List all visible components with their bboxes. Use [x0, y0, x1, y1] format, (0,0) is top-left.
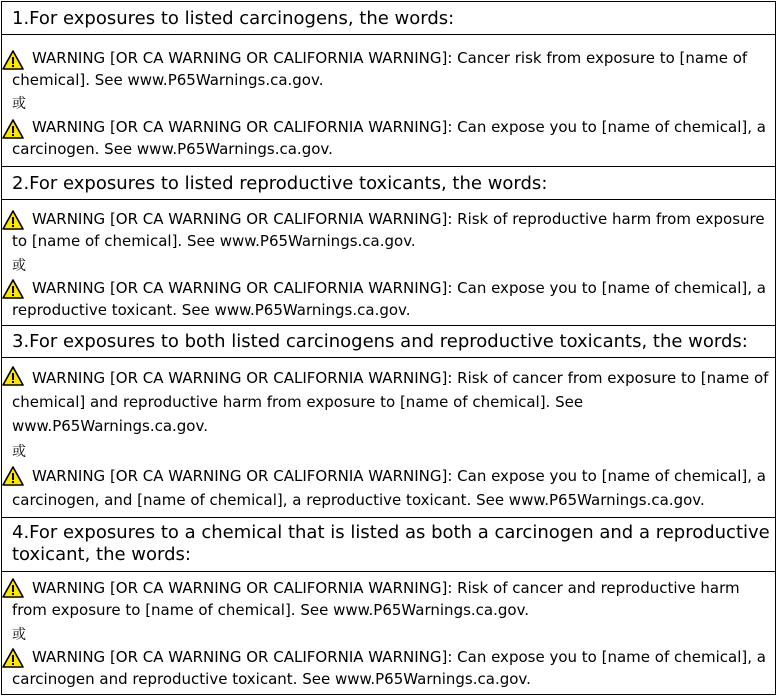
section-3-heading-row — [2, 326, 775, 358]
section-4-heading-row — [2, 518, 775, 572]
section-4-or-label: 或 — [12, 627, 26, 643]
section-4-warning-b: WARNING [OR CA WARNING OR CALIFORNIA WARNING]: Can expose you to [name of chemical], a carcinogen and reproductive toxicant. See www.P65Warnings.ca.gov. — [12, 648, 766, 688]
section-2-heading: 2.For exposures to listed reproductive toxicants, the words: — [12, 173, 548, 194]
section-1-heading: 1.For exposures to listed carcinogens, the words: — [12, 8, 455, 29]
section-3-warning-b: WARNING [OR CA WARNING OR CALIFORNIA WARNING]: Can expose you to [name of chemical], a carcinogen, and [name of chemical], a reproductive toxicant. See www.P65Warnings.ca.gov. — [12, 467, 766, 509]
section-2-body — [2, 200, 775, 326]
section-4-warning-a: WARNING [OR CA WARNING OR CALIFORNIA WARNING]: Risk of cancer and reproductive harm from exposure to [name of chemical]. See www.P65Warnings.ca.gov. — [12, 579, 740, 619]
section-3-heading: 3.For exposures to both listed carcinogens and reproductive toxicants, the words: — [12, 331, 748, 352]
section-2-warning-a: WARNING [OR CA WARNING OR CALIFORNIA WARNING]: Risk of reproductive harm from exposure to [name of chemical]. See www.P65Warnings.ca.gov. — [12, 210, 765, 250]
section-2-warning-b: WARNING [OR CA WARNING OR CALIFORNIA WARNING]: Can expose you to [name of chemical], a reproductive toxicant. See www.P65Warnings.ca.gov. — [12, 279, 766, 319]
section-2-or-label: 或 — [12, 258, 26, 274]
section-3-body — [2, 358, 775, 518]
section-2-heading-row — [2, 167, 775, 200]
section-3-warning-a: WARNING [OR CA WARNING OR CALIFORNIA WARNING]: Risk of cancer from exposure to [name of chemical] and reproductive harm from exposure to [name of chemical]. See www.P65Warnings.ca.gov. — [12, 369, 769, 435]
section-1-warning-a: WARNING [OR CA WARNING OR CALIFORNIA WARNING]: Cancer risk from exposure to [name of chemical]. See www.P65Warnings.ca.gov. — [12, 49, 748, 89]
section-4-body — [2, 572, 775, 696]
section-4-heading: 4.For exposures to a chemical that is listed as both a carcinogen and a reproductive toxicant, the words: — [12, 522, 770, 565]
section-1-heading-row — [2, 2, 775, 35]
section-3-or-label: 或 — [12, 444, 26, 460]
section-1-warning-b: WARNING [OR CA WARNING OR CALIFORNIA WARNING]: Can expose you to [name of chemical], a carcinogen. See www.P65Warnings.ca.gov. — [12, 118, 766, 158]
section-1-or-label: 或 — [12, 96, 26, 112]
prop65-warning-table — [1, 1, 776, 695]
section-1-body — [2, 35, 775, 167]
